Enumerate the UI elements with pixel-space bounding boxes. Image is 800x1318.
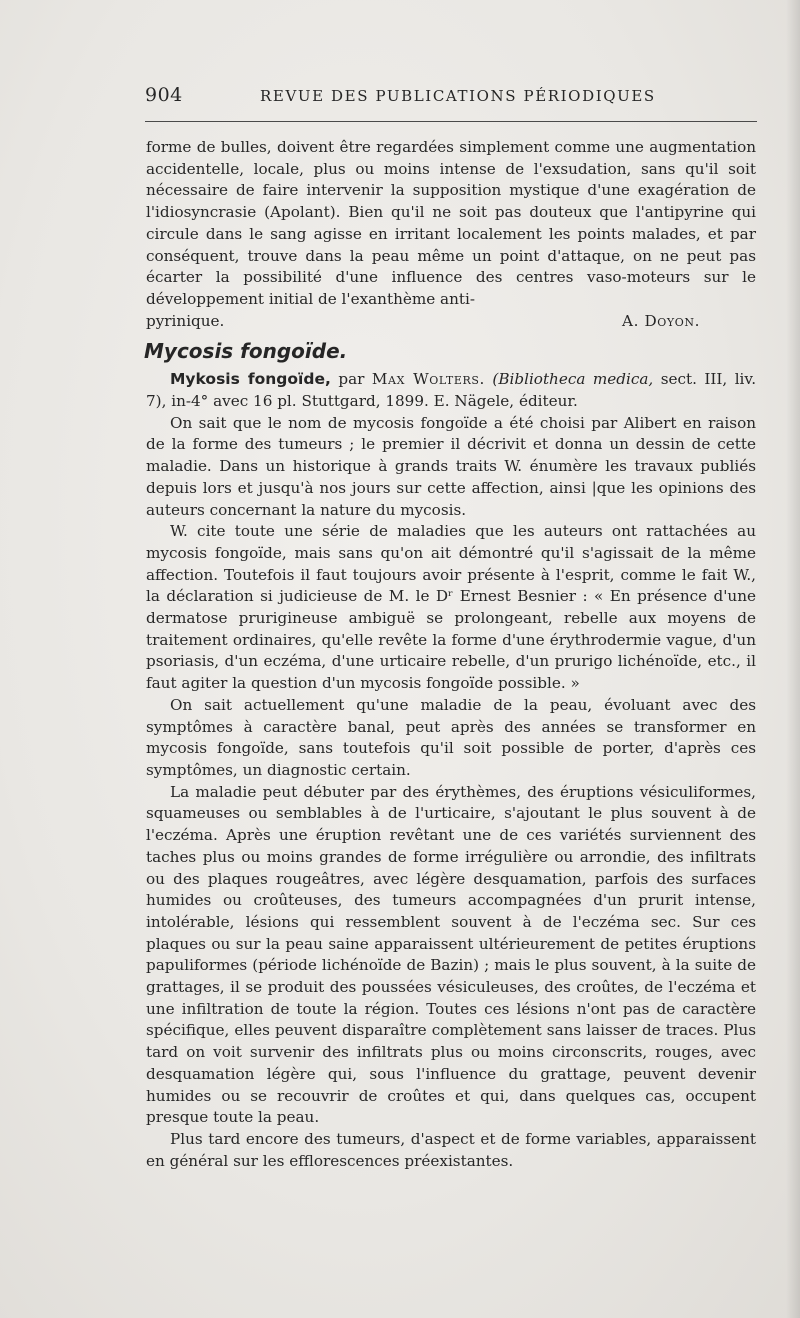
reference-author: Max Wolters.	[371, 370, 485, 389]
paragraph: La maladie peut débuter par des érythèmes, des éruptions vésiculiformes, squameuses ou semblables à de l'urticaire, s'ajoutant le plus souvent à de l'eczéma. Après une éruption revêtant une de ces variétés surviennent des taches plus ou moins grandes de forme irrégulière ou arrondie, des infiltrats ou des plaques rougeâtres, avec légère desquamation, parfois des surfaces humides ou croûteuses, des tumeurs accompagnées d'un prurit intense, intolérable, lésions qui ressemblent souvent à de l'eczéma sec. Sur ces plaques ou sur la peau saine apparaissent ultérieurement de petites éruptions papuliformes (période lichénoïde de Bazin) ; mais le plus souvent, à la suite de grattages, il se produit des poussées vésiculeuses, des croûtes, de l'eczéma et une infiltration de toute la région. Toutes ces lésions n'ont pas de caractère spécifique, elles peuvent disparaître complètement sans laisser de traces. Plus tard on voit survenir des infiltrats plus ou moins circonscrits, rouges, avec desquamation légère qui, sous l'influence du grattage, peuvent devenir humides ou se recouvrir de croûtes et qui, dans quelques cas, occupent presque toute la peau.	[146, 782, 756, 1127]
page-header	[145, 84, 757, 114]
bibliographic-reference	[146, 369, 756, 412]
author-signature: A. Doyon.	[622, 311, 700, 330]
paragraph-end-with-signature	[146, 311, 756, 333]
reference-title: Mykosis fongoïde,	[170, 370, 331, 389]
paragraph-last-word: pyrinique.	[146, 311, 225, 330]
reference-par: par	[338, 370, 365, 389]
paragraph: Plus tard encore des tumeurs, d'aspect et de forme variables, apparaissent en général sur les efflorescences préexistantes.	[146, 1129, 756, 1170]
paragraph: On sait que le nom de mycosis fongoïde a été choisi par Alibert en raison de la forme des tumeurs ; le premier il décrivit et donna un dessin de cette maladie. Dans un historique à grands traits W. énumère les travaux publiés depuis lors et jusqu'à nos jours sur cette affection, ainsi |que les opinions des auteurs concernant la nature du mycosis.	[146, 413, 756, 519]
paragraph-continued: forme de bulles, doivent être regardées simplement comme une augmentation accidentelle, locale, plus ou moins intense de l'exsudation, sans qu'il soit nécessaire de faire intervenir la supposition mystique d'une exagération de l'idiosyncrasie (Apolant). Bien qu'il ne soit pas douteux que l'antipyrine qui circule dans le sang agisse en irritant localement les points malades, et par conséquent, trouve dans la peau même un point d'attaque, on ne peut pas écarter la possibilité d'une influence des centres vaso-moteurs sur le développement initial de l'exanthème anti-	[146, 138, 756, 308]
header-rule	[145, 121, 757, 122]
paragraph: On sait actuellement qu'une maladie de la peau, évoluant avec des symptômes à caractère banal, peut après des années se transformer en mycosis fongoïde, sans toutefois qu'il soit possible de porter, d'après ces symptômes, un diagnostic certain.	[146, 695, 756, 779]
reference-journal: (Bibliotheca medica,	[492, 370, 654, 389]
article-body	[146, 137, 756, 1172]
section-title: Mycosis fongoïde.	[144, 339, 348, 364]
page-number: 904	[145, 84, 183, 106]
paragraph: W. cite toute une série de maladies que les auteurs ont rattachées au mycosis fongoïde, mais sans qu'on ait démontré qu'il s'agissait de la même affection. Toutefois il faut toujours avoir présente à l'esprit, comme le fait W., la déclaration si judicieuse de M. le Dʳ Ernest Besnier : « En présence d'une dermatose prurigineuse ambiguë se prolongeant, rebelle aux moyens de traitement ordinaires, qu'elle revête la forme d'une érythrodermie vague, d'un psoriasis, d'un eczéma, d'une urticaire rebelle, d'un prurigo lichénoïde, etc., il faut agiter la question d'un mycosis fongoïde possible. »	[146, 522, 756, 693]
reference-details: sect. III, liv. 7), in-4° avec 16 pl. Stuttgard, 1899. E. Nägele, éditeur.	[146, 370, 757, 411]
running-title: REVUE DES PUBLICATIONS PÉRIODIQUES	[260, 87, 656, 105]
page-edge-shadow	[786, 0, 800, 1318]
